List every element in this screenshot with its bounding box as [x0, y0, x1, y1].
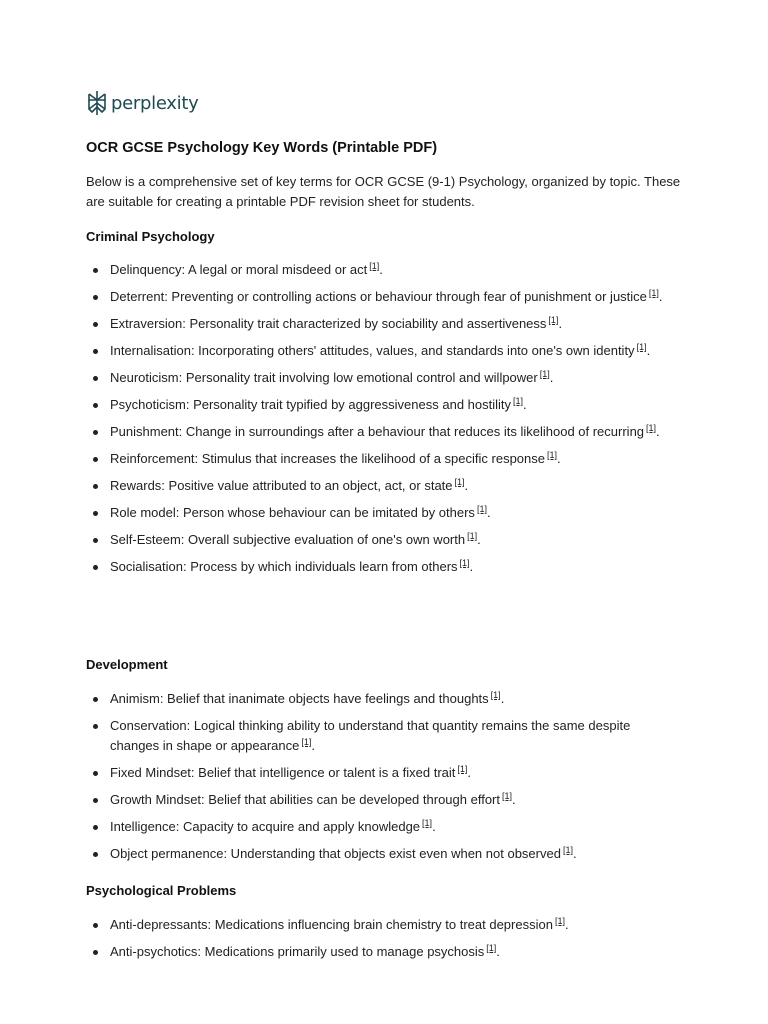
intro-paragraph: Below is a comprehensive set of key terms for OCR GCSE (9-1) Psychology, organized by topic. These are suitable for creating a printable PDF revision sheet for students.: [86, 174, 681, 209]
list-item: Animism: Belief that inanimate objects have feelings and thoughts [1].: [86, 689, 676, 709]
citation-link[interactable]: [1]: [422, 818, 433, 828]
citation-link[interactable]: [1]: [467, 531, 478, 541]
citation-link[interactable]: [1]: [636, 342, 647, 352]
list-item: Growth Mindset: Belief that abilities can be developed through effort [1].: [86, 790, 676, 810]
list-item: Self-Esteem: Overall subjective evaluation of one's own worth [1].: [86, 530, 676, 550]
citation-link[interactable]: [1]: [646, 423, 657, 433]
citation-link[interactable]: [1]: [547, 450, 558, 460]
section-heading-psychological-problems: Psychological Problems: [86, 883, 237, 898]
citation-link[interactable]: [1]: [454, 477, 465, 487]
list-item: Rewards: Positive value attributed to an object, act, or state [1].: [86, 476, 676, 496]
list-item: Punishment: Change in surroundings after a behaviour that reduces its likelihood of recurring [1].: [86, 422, 676, 442]
list-item: Fixed Mindset: Belief that intelligence or talent is a fixed trait [1].: [86, 763, 676, 783]
list-item: Deterrent: Preventing or controlling actions or behaviour through fear of punishment or justice [1].: [86, 287, 676, 307]
list-item: Object permanence: Understanding that objects exist even when not observed [1].: [86, 844, 676, 864]
list-item: Psychoticism: Personality trait typified by aggressiveness and hostility [1].: [86, 395, 676, 415]
section-heading-criminal-psychology: Criminal Psychology: [86, 229, 215, 244]
citation-link[interactable]: [1]: [459, 558, 470, 568]
citation-link[interactable]: [1]: [648, 288, 659, 298]
citation-link[interactable]: [1]: [502, 791, 513, 801]
list-item: Neuroticism: Personality trait involving low emotional control and willpower [1].: [86, 368, 676, 388]
list-item: Delinquency: A legal or moral misdeed or act [1].: [86, 260, 676, 280]
list-item: Extraversion: Personality trait characterized by sociability and assertiveness [1].: [86, 314, 676, 334]
list-item: Anti-depressants: Medications influencing brain chemistry to treat depression [1].: [86, 915, 676, 935]
list-item: Socialisation: Process by which individuals learn from others [1].: [86, 557, 676, 577]
criminal-psychology-list: [86, 260, 676, 584]
citation-link[interactable]: [1]: [562, 845, 573, 855]
psychological-problems-list: [86, 915, 676, 969]
citation-link[interactable]: [1]: [490, 690, 501, 700]
list-item: Reinforcement: Stimulus that increases the likelihood of a specific response [1].: [86, 449, 676, 469]
development-list: [86, 689, 676, 871]
page-title: OCR GCSE Psychology Key Words (Printable PDF): [86, 140, 438, 156]
list-item: Intelligence: Capacity to acquire and apply knowledge [1].: [86, 817, 676, 837]
list-item: Conservation: Logical thinking ability to understand that quantity remains the same despite changes in shape or appearance [1].: [86, 716, 676, 756]
perplexity-logo-icon: [86, 90, 108, 116]
citation-link[interactable]: [1]: [301, 737, 312, 747]
citation-link[interactable]: [1]: [476, 504, 487, 514]
citation-link[interactable]: [1]: [486, 943, 497, 953]
citation-link[interactable]: [1]: [457, 764, 468, 774]
section-heading-development: Development: [86, 657, 168, 672]
citation-link[interactable]: [1]: [554, 916, 565, 926]
list-item: Role model: Person whose behaviour can be imitated by others [1].: [86, 503, 676, 523]
logo-text: perplexity: [111, 92, 199, 114]
citation-link[interactable]: [1]: [548, 315, 559, 325]
citation-link[interactable]: [1]: [539, 369, 550, 379]
citation-link[interactable]: [1]: [513, 396, 524, 406]
citation-link[interactable]: [1]: [369, 261, 380, 271]
list-item: Anti-psychotics: Medications primarily used to manage psychosis [1].: [86, 942, 676, 962]
perplexity-logo[interactable]: [86, 89, 198, 117]
list-item: Internalisation: Incorporating others' attitudes, values, and standards into one's own identity [1].: [86, 341, 676, 361]
